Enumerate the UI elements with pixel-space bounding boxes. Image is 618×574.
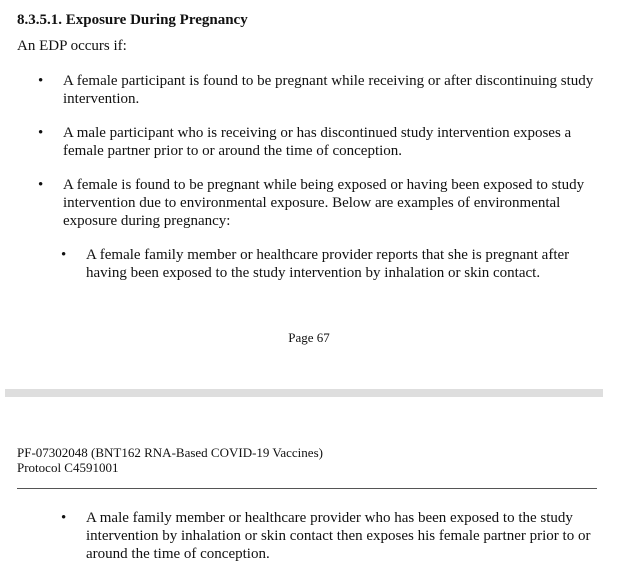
list-item-text: A male participant who is receiving or has discontinued study intervention exposes a female partner prior to or around the time of conception. <box>63 125 572 159</box>
bullet-icon: • <box>61 510 67 526</box>
header-divider <box>17 488 597 489</box>
list-item-text: A male family member or healthcare provider who has been exposed to the study intervention by inhalation or skin contact then exposes his female partner prior to or around the time of conception. <box>86 510 591 562</box>
page-separator <box>5 389 603 397</box>
section-intro: An EDP occurs if: <box>17 38 127 54</box>
list-item <box>38 124 598 160</box>
document-protocol-line: Protocol C4591001 <box>17 460 119 475</box>
list-item <box>38 72 598 108</box>
environmental-exposure-examples-continued <box>61 509 601 563</box>
list-item-text: A female is found to be pregnant while being exposed or having been exposed to study intervention due to environmental exposure. Below are examples of environmental exposure during pregnancy: <box>63 177 585 229</box>
page-number: Page 67 <box>288 330 330 345</box>
list-item <box>61 246 601 282</box>
list-item-text: A female participant is found to be pregnant while receiving or after discontinuing study intervention. <box>63 73 594 107</box>
list-item <box>38 176 598 230</box>
document-product-line: PF-07302048 (BNT162 RNA-Based COVID-19 Vaccines) <box>17 445 323 460</box>
bullet-icon: • <box>38 73 44 89</box>
environmental-exposure-examples <box>61 246 601 282</box>
list-item <box>61 509 601 563</box>
section-heading: 8.3.5.1. Exposure During Pregnancy <box>17 12 248 28</box>
bullet-icon: • <box>38 177 44 193</box>
edp-condition-list <box>38 72 598 246</box>
list-item-text: A female family member or healthcare provider reports that she is pregnant after having been exposed to the study intervention by inhalation or skin contact. <box>86 247 570 281</box>
bullet-icon: • <box>38 125 44 141</box>
document-header <box>17 445 323 475</box>
bullet-icon: • <box>61 247 67 263</box>
